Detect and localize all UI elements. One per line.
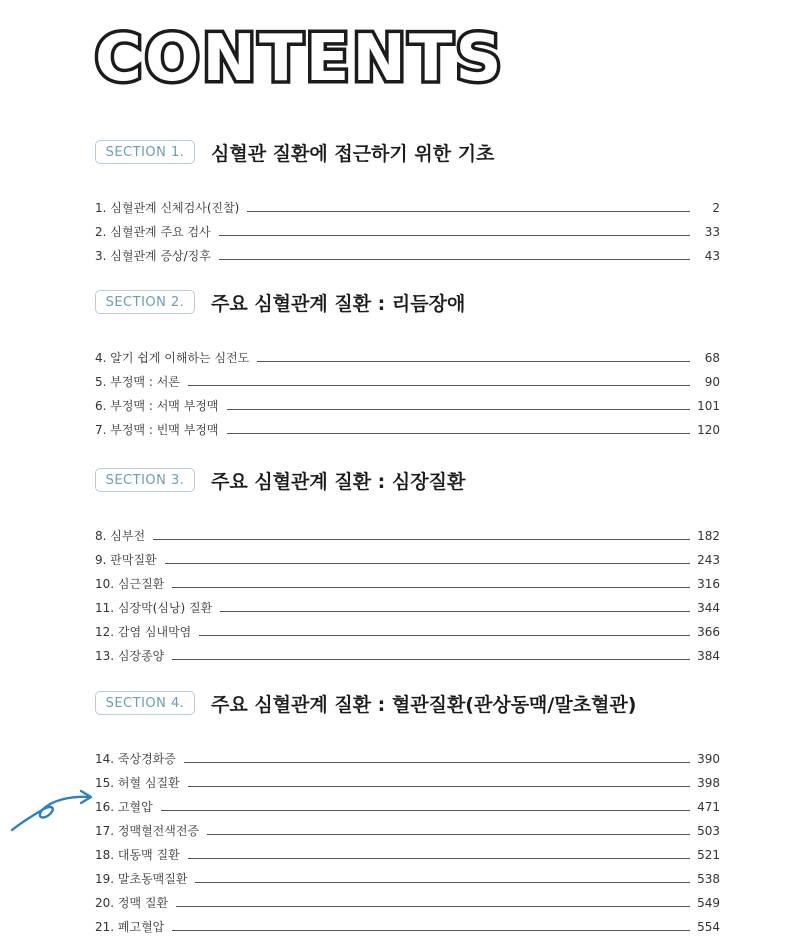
toc-entries	[95, 742, 720, 934]
entry-page: 503	[697, 824, 720, 838]
entry-label: 7. 부정맥 : 빈맥 부정맥	[95, 423, 219, 437]
leader-line	[195, 882, 690, 883]
leader-line	[227, 433, 691, 434]
section-title: 주요 심혈관계 질환 : 리듬장애	[211, 292, 466, 315]
leader-line	[165, 563, 690, 564]
entry-label: 16. 고혈압	[95, 800, 153, 814]
toc-entries	[95, 341, 720, 437]
toc-entry[interactable]	[95, 886, 720, 910]
toc-entries	[95, 191, 720, 263]
leader-line	[257, 361, 690, 362]
leader-line	[172, 659, 690, 660]
leader-line	[176, 906, 690, 907]
section-badge: SECTION 3.	[95, 468, 195, 492]
toc-entry[interactable]	[95, 365, 720, 389]
entry-label: 13. 심장종양	[95, 649, 165, 663]
leader-line	[172, 587, 690, 588]
toc-entry[interactable]	[95, 341, 720, 365]
entry-page: 521	[697, 848, 720, 862]
section-2	[95, 287, 720, 437]
entry-page: 549	[697, 896, 720, 910]
section-header	[95, 465, 720, 495]
toc-entry[interactable]	[95, 639, 720, 663]
entry-label: 18. 대동맥 질환	[95, 848, 180, 862]
section-header	[95, 688, 720, 718]
entry-label: 10. 심근질환	[95, 577, 165, 591]
entry-page: 366	[697, 625, 720, 639]
toc-entry[interactable]	[95, 591, 720, 615]
leader-line	[219, 259, 690, 260]
section-title: 주요 심혈관계 질환 : 심장질환	[211, 470, 466, 493]
leader-line	[220, 611, 690, 612]
leader-line	[207, 834, 690, 835]
section-3	[95, 465, 720, 663]
leader-line	[227, 409, 691, 410]
section-badge: SECTION 4.	[95, 691, 195, 715]
section-badge: SECTION 2.	[95, 290, 195, 314]
entry-page: 344	[697, 601, 720, 615]
leader-line	[247, 211, 690, 212]
leader-line	[199, 635, 690, 636]
entry-page: 120	[697, 423, 720, 437]
entry-page: 90	[704, 375, 720, 389]
entry-page: 538	[697, 872, 720, 886]
section-header	[95, 137, 720, 167]
entry-page: 243	[697, 553, 720, 567]
entry-label: 20. 정맥 질환	[95, 896, 169, 910]
entry-page: 398	[697, 776, 720, 790]
entry-label: 15. 허혈 심질환	[95, 776, 180, 790]
entry-label: 14. 죽상경화증	[95, 752, 176, 766]
hand-drawn-arrow-icon	[8, 782, 98, 837]
leader-line	[188, 858, 690, 859]
entry-label: 11. 심장막(심낭) 질환	[95, 601, 213, 615]
section-badge: SECTION 1.	[95, 140, 195, 164]
leader-line	[184, 762, 690, 763]
toc-entry[interactable]	[95, 519, 720, 543]
entry-label: 5. 부정맥 : 서론	[95, 375, 180, 389]
entry-page: 182	[697, 529, 720, 543]
toc-entry[interactable]	[95, 910, 720, 934]
entry-label: 12. 감염 심내막염	[95, 625, 192, 639]
entry-page: 43	[704, 249, 720, 263]
entry-label: 21. 폐고혈압	[95, 920, 165, 934]
toc-entry[interactable]	[95, 413, 720, 437]
section-4	[95, 688, 720, 934]
toc-entry[interactable]	[95, 790, 720, 814]
entry-label: 17. 정맥혈전색전증	[95, 824, 200, 838]
toc-entries	[95, 519, 720, 663]
entry-page: 33	[704, 225, 720, 239]
section-header	[95, 287, 720, 317]
page-title: CONTENTS	[95, 22, 505, 96]
entry-label: 6. 부정맥 : 서맥 부정맥	[95, 399, 219, 413]
entry-page: 101	[697, 399, 720, 413]
entry-label: 3. 심혈관계 증상/징후	[95, 249, 211, 263]
toc-entry[interactable]	[95, 742, 720, 766]
toc-entry[interactable]	[95, 615, 720, 639]
toc-entry[interactable]	[95, 215, 720, 239]
toc-entry[interactable]	[95, 191, 720, 215]
leader-line	[219, 235, 690, 236]
toc-entry[interactable]	[95, 239, 720, 263]
toc-entry[interactable]	[95, 389, 720, 413]
toc-entry[interactable]	[95, 567, 720, 591]
toc-entry[interactable]	[95, 838, 720, 862]
entry-label: 4. 알기 쉽게 이해하는 심전도	[95, 351, 250, 365]
entry-page: 68	[704, 351, 720, 365]
entry-label: 8. 심부전	[95, 529, 146, 543]
entry-label: 2. 심혈관계 주요 검사	[95, 225, 211, 239]
leader-line	[161, 810, 690, 811]
toc-entry[interactable]	[95, 862, 720, 886]
entry-page: 554	[697, 920, 720, 934]
entry-page: 2	[712, 201, 720, 215]
entry-page: 471	[697, 800, 720, 814]
entry-label: 1. 심혈관계 신체검사(진찰)	[95, 201, 240, 215]
entry-label: 9. 판막질환	[95, 553, 157, 567]
toc-entry[interactable]	[95, 766, 720, 790]
leader-line	[188, 385, 690, 386]
entry-label: 19. 말초동맥질환	[95, 872, 188, 886]
section-title: 주요 심혈관계 질환 : 혈관질환(관상동맥/말초혈관)	[211, 693, 637, 716]
toc-entry[interactable]	[95, 543, 720, 567]
entry-page: 384	[697, 649, 720, 663]
leader-line	[172, 930, 690, 931]
leader-line	[153, 539, 690, 540]
entry-page: 316	[697, 577, 720, 591]
entry-page: 390	[697, 752, 720, 766]
section-title: 심혈관 질환에 접근하기 위한 기초	[211, 142, 495, 165]
section-1	[95, 137, 720, 263]
toc-entry[interactable]	[95, 814, 720, 838]
leader-line	[188, 786, 690, 787]
